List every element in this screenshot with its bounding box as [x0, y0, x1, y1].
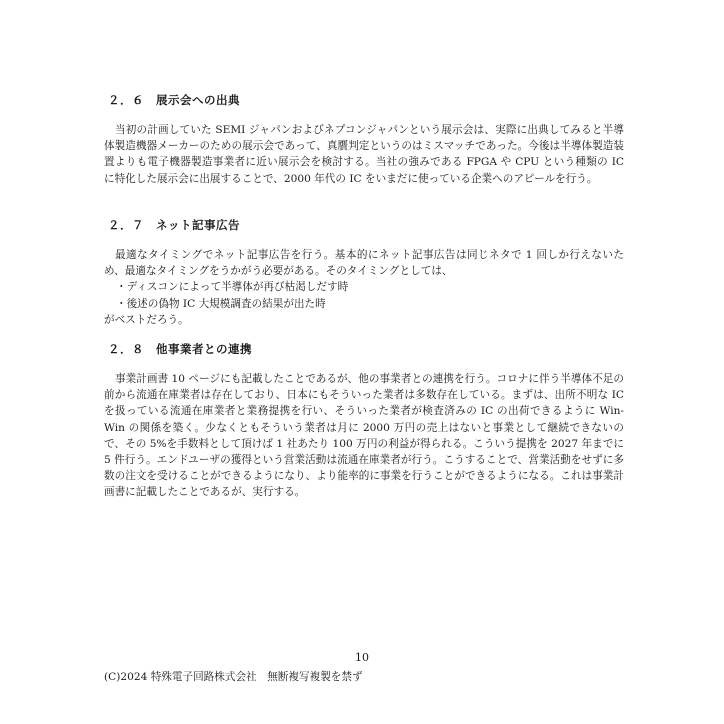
copyright-notice: (C)2024 特殊電子回路株式会社 無断複写複製を禁ず [104, 671, 363, 683]
section-partnerships [104, 342, 624, 501]
bullet-list [104, 279, 624, 311]
section-heading: ２．６ 展示会への出典 [108, 93, 240, 107]
section-body: 事業計画書 10 ページにも記載したことであるが、他の事業者との連携を行う。コロナに伴う半導体不足の前から流通在庫業者は存在しており、日本にもそういった業者は多数存在している。まずは、出所不明な IC を扱っている流通在庫業者と業務提携を行い、そういった業者が検査済みの IC の出荷できるように Win-Win の関係を築く。少なくともそういう業者は月に 2000 万円の売上はないと事業として継続できないので、その 5%を手数料として頂けば 1 社あたり 100 万円の利益が得られる。こういう提携を 2027 年までに 5 件行う。エンドユーザの獲得という営業活動は流通在庫業者が行う。こうすることで、営業活動をせずに多数の注文を受けることができるようになり、より能率的に事業を行うことができるようになる。これは事業計画書に記載したことであるが、実行する。 [104, 373, 624, 499]
bullet-item: ・後述の偽物 IC 大規模調査の結果が出た時 [116, 297, 326, 310]
section-exhibition [104, 93, 624, 187]
section-body: 最適なタイミングでネット記事広告を行う。基本的にネット記事広告は同じネタで 1 回しか行えないため、最適なタイミングをうかがう必要がある。そのタイミングとしては、 [104, 249, 624, 278]
bullet-item: ・ディスコンによって半導体が再び枯渇しだす時 [116, 281, 349, 294]
section-closing: がベストだろう。 [104, 313, 189, 326]
section-web-ads [104, 218, 624, 328]
page-number: 10 [355, 651, 369, 664]
section-heading: ２．８ 他事業者との連携 [108, 342, 252, 356]
section-heading: ２．７ ネット記事広告 [108, 218, 240, 232]
section-body: 当初の計画していた SEMI ジャパンおよびネプコンジャパンという展示会は、実際に出典してみると半導体製造機器メーカーのための展示会であって、真贋判定というのはミスマッチであった。今後は半導体製造装置よりも電子機器製造事業者に近い展示会を検討する。当社の強みである FPGA や CPU という種類の IC に特化した展示会に出展することで、2000 年代の IC をいまだに使っている企業へのアピールを行う。 [104, 124, 624, 185]
